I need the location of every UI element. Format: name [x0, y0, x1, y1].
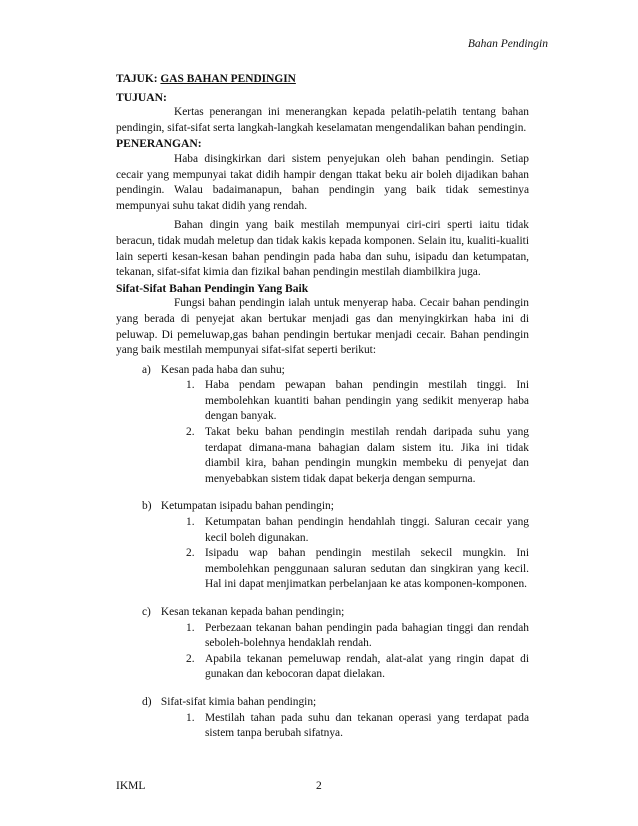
number-marker: 1.: [186, 516, 195, 529]
penerangan-paragraph-2: Bahan dingin yang baik mestilah mempunyai ciri-ciri sperti iaitu tidak beracun, tidak mudah meletup dan tidak kakis kepada komponen. Selain itu, kualiti-kualiti lain seperti kesan-kesan bahan pendingin pada haba dan suhu, isipadu dan ketumpatan, tekanan, sifat-sifat kimia dan fizikal bahan pendingin mestilah diambilkira juga.: [116, 219, 529, 279]
number-marker: 2.: [186, 547, 195, 560]
property-item-b: [116, 499, 529, 593]
properties-list: [116, 363, 529, 742]
list-item: 2. Takat beku bahan pendingin mestilah rendah daripada suhu yang terdapat dimana-mana bahagian dalam sistem itu. Jika ini tidak diambil kira, bahan pendingin mungkin membeku di penyejat dan menyebabkan sistem tidak dapat bekerja dengan sempurna.: [186, 426, 529, 485]
number-marker: 2.: [186, 652, 195, 665]
property-title: Kesan tekanan kepada bahan pendingin;: [160, 606, 345, 618]
list-item: 1. Perbezaan tekanan bahan pendingin pada bahagian tinggi dan rendah seboleh-bolehnya hendaklah rendah.: [186, 621, 529, 650]
tujuan-heading: TUJUAN:: [116, 90, 167, 104]
penerangan-heading: PENERANGAN:: [116, 137, 202, 151]
sifat-intro-paragraph: Fungsi bahan pendingin ialah untuk menyerap haba. Cecair bahan pendingin yang berada di penyejat akan bertukar menjadi gas dan menyingkirkan haba ini di peluwap. Di pemeluwap,gas bahan pendingin bertukar menjadi cecair. Bahan pendingin yang baik mestilah mempunyai sifat-sifat seperti berikut:: [116, 297, 529, 357]
property-title: Kesan pada haba dan suhu;: [160, 363, 285, 376]
title-label: TAJUK:: [116, 73, 158, 85]
document-title: [116, 72, 529, 88]
property-title: Sifat-sifat kimia bahan pendingin;: [160, 695, 317, 708]
number-marker: 1.: [186, 621, 195, 634]
list-item: 1. Haba pendam pewapan bahan pendingin mestilah tinggi. Ini membolehkan kuantiti bahan pendingin yang sedikit menyerap haba dengan banyak.: [186, 379, 529, 423]
property-item-c: [116, 605, 529, 683]
title-text: GAS BAHAN PENDINGIN: [160, 73, 296, 85]
list-marker: a): [142, 363, 151, 376]
list-marker: c): [142, 606, 151, 618]
number-marker: 2.: [186, 426, 195, 439]
property-item-a: [116, 363, 529, 488]
page-number: 2: [316, 780, 322, 792]
penerangan-paragraph-1: Haba disingkirkan dari sistem penyejukan oleh bahan pendingin. Setiap cecair yang mempunyai takat didih hampir dengan ttakat beku air boleh dijadikan bahan pendingin. Walau badaimanapun, bahan pendingin yang baik tidak semestinya mempunyai suhu takat didih yang rendah.: [116, 152, 529, 212]
list-item: 1. Ketumpatan bahan pendingin hendahlah tinggi. Saluran cecair yang kecil boleh digunakan.: [186, 516, 529, 544]
list-item: 2. Apabila tekanan pemeluwap rendah, alat-alat yang ringin dapat di gunakan dan kebocoran dapat dielakan.: [186, 652, 529, 681]
list-marker: b): [142, 500, 152, 513]
sifat-heading: Sifat-Sifat Bahan Pendingin Yang Baik: [116, 281, 309, 295]
list-item: 1. Mestilah tahan pada suhu dan tekanan operasi yang terdapat pada sistem tanpa berubah sifatnya.: [186, 711, 529, 740]
tujuan-paragraph: Kertas penerangan ini menerangkan kepada pelatih-pelatih tentang bahan pendingin, sifat-sifat serta langkah-langkah keselamatan mengendalikan bahan pendingin.: [116, 106, 529, 134]
number-marker: 1.: [186, 379, 195, 392]
number-marker: 1.: [186, 711, 195, 724]
list-marker: d): [142, 695, 152, 708]
running-header: Bahan Pendingin: [467, 38, 548, 50]
document-body: [116, 72, 529, 754]
property-item-d: [116, 695, 529, 742]
property-title: Ketumpatan isipadu bahan pendingin;: [160, 500, 334, 513]
list-item: 2. Isipadu wap bahan pendingin mestilah sekecil mungkin. Ini membolehkan penggunaan saluran sedutan dan singkiran yang kecil. Hal ini dapat menjimatkan perbelanjaan ke atas komponen-komponen.: [186, 547, 529, 591]
footer-label: IKML: [116, 780, 146, 792]
